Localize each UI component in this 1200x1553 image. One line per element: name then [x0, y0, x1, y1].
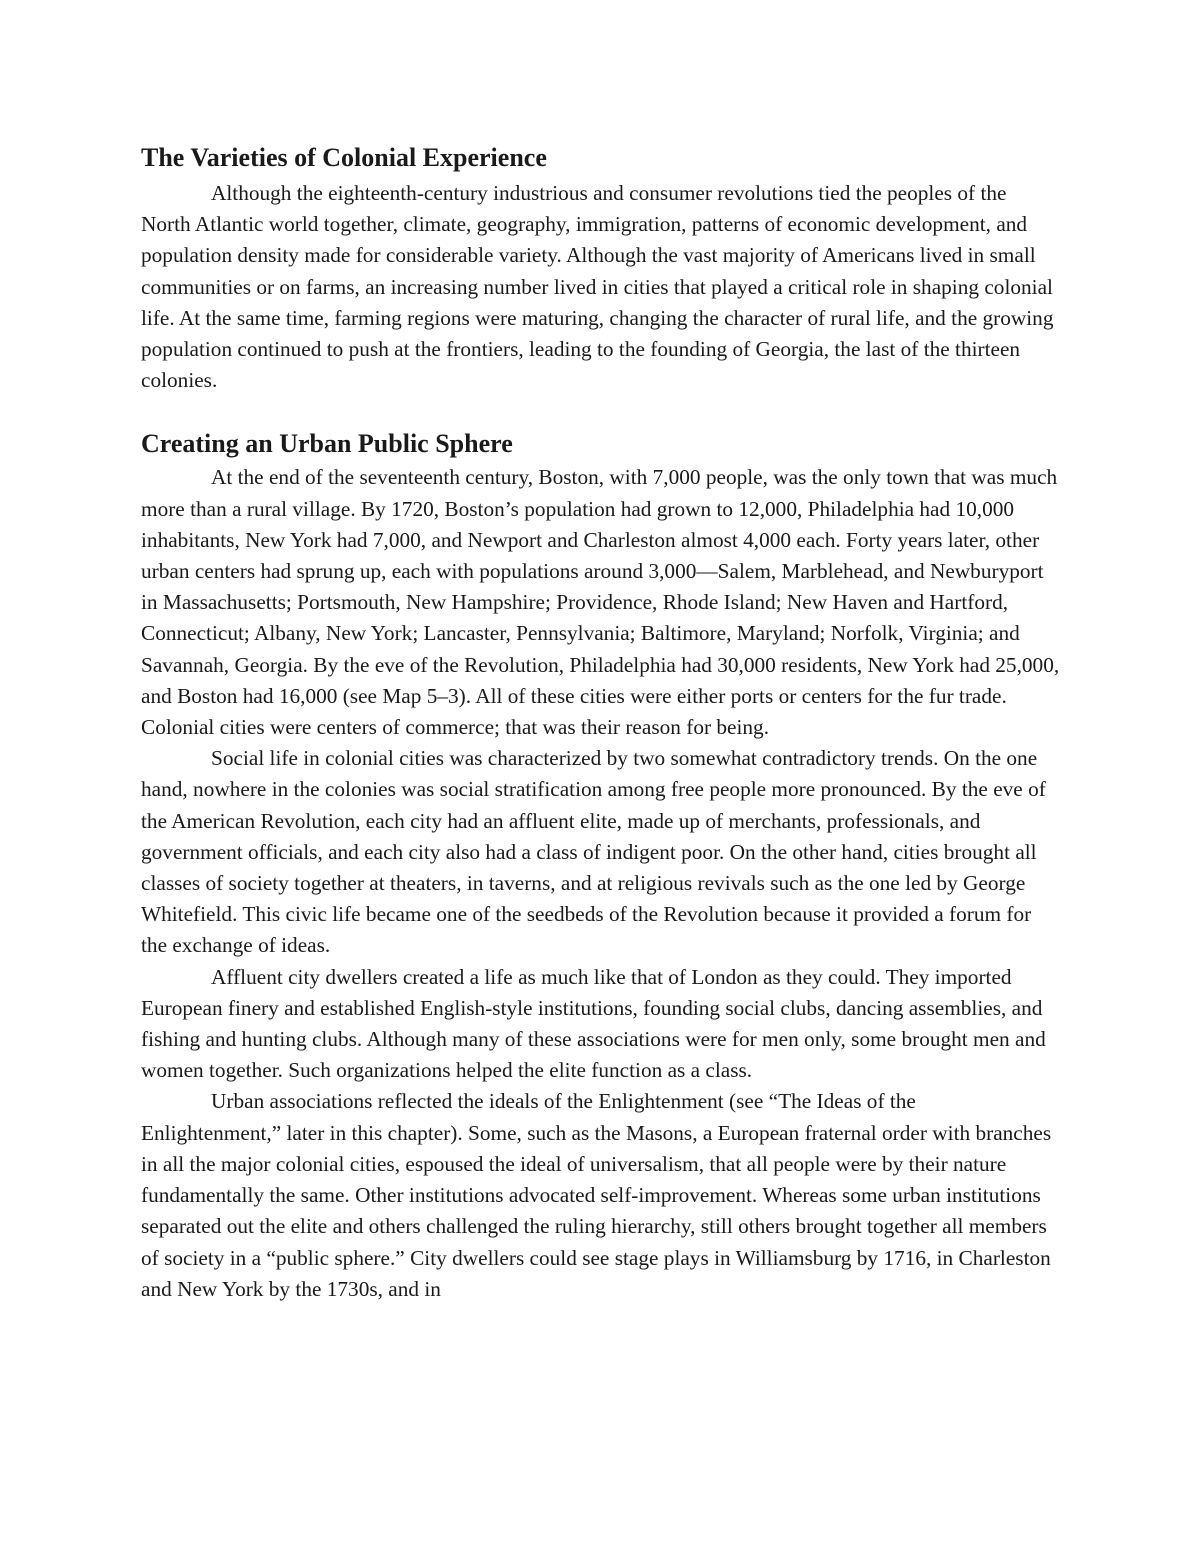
- paragraph: Urban associations reflected the ideals of the Enlightenment (see “The Ideas of the Enlightenment,” later in this chapter). Some, such as the Masons, a European fraternal order with branches in all the major colonial cities, espoused the ideal of universalism, that all people were by their nature fundamentally the same. Other institutions advocated self-improvement. Whereas some urban institutions separated out the elite and others challenged the ruling hierarchy, still others brought together all members of society in a “public sphere.” City dwellers could see stage plays in Williamsburg by 1716, in Charleston and New York by the 1730s, and in: [141, 1089, 1052, 1301]
- paragraph: Social life in colonial cities was characterized by two somewhat contradictory trends. On the one hand, nowhere in the colonies was social stratification among free people more pronounced. By the eve of the American Revolution, each city had an affluent elite, made up of merchants, professionals, and government officials, and each city also had a class of indigent poor. On the other hand, cities brought all classes of society together at theaters, in taverns, and at religious revivals such as the one led by George Whitefield. This civic life became one of the seedbeds of the Revolution because it provided a forum for the exchange of ideas.: [141, 746, 1046, 958]
- section-heading-urban-public-sphere: Creating an Urban Public Sphere: [141, 429, 513, 459]
- section-heading-colonial-experience: The Varieties of Colonial Experience: [141, 143, 547, 172]
- paragraph: Although the eighteenth-century industrious and consumer revolutions tied the peoples of the North Atlantic world together, climate, geography, immigration, patterns of economic development, and population density made for considerable variety. Although the vast majority of Americans lived in small communities or on farms, an increasing number lived in cities that played a critical role in shaping colonial life. At the same time, farming regions were maturing, changing the character of rural life, and the growing population continued to push at the frontiers, leading to the founding of Georgia, the last of the thirteen colonies.: [141, 181, 1054, 393]
- paragraph: At the end of the seventeenth century, Boston, with 7,000 people, was the only town that was much more than a rural village. By 1720, Boston’s population had grown to 12,000, Philadelphia had 10,000 inhabitants, New York had 7,000, and Newport and Charleston almost 4,000 each. Forty years later, other urban centers had sprung up, each with populations around 3,000—Salem, Marblehead, and Newburyport in Massachusetts; Portsmouth, New Hampshire; Providence, Rhode Island; New Haven and Hartford, Connecticut; Albany, New York; Lancaster, Pennsylvania; Baltimore, Maryland; Norfolk, Virginia; and Savannah, Georgia. By the eve of the Revolution, Philadelphia had 30,000 residents, New York had 25,000, and Boston had 16,000 (see Map 5–3). All of these cities were either ports or centers for the fur trade. Colonial cities were centers of commerce; that was their reason for being.: [141, 465, 1060, 740]
- document-page: [141, 140, 1061, 1305]
- paragraph: Affluent city dwellers created a life as much like that of London as they could. They imported European finery and established English-style institutions, founding social clubs, dancing assemblies, and fishing and hunting clubs. Although many of these associations were for men only, some brought men and women together. Such organizations helped the elite function as a class.: [141, 964, 1046, 1083]
